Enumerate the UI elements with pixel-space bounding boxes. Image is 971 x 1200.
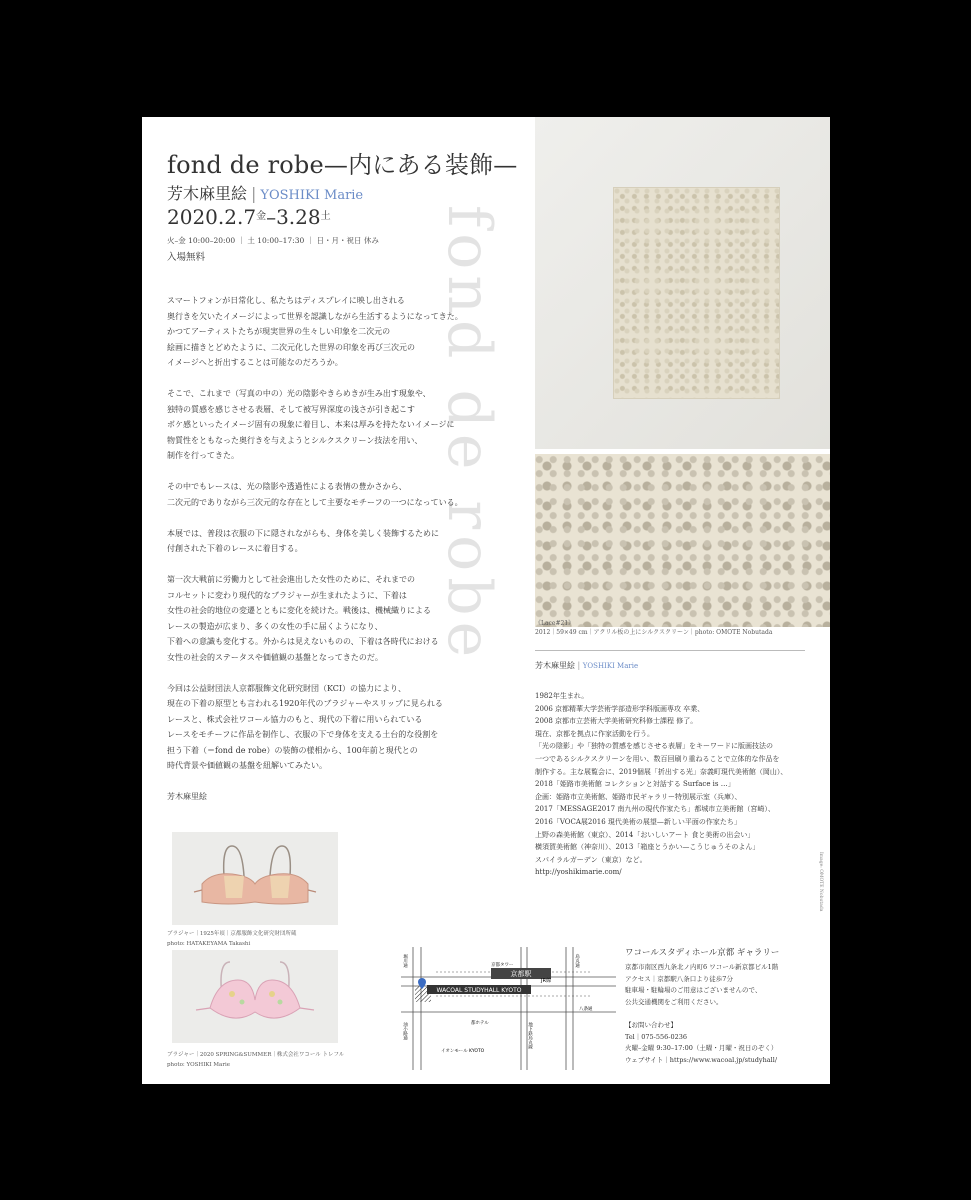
statement-paragraph: 第一次大戦前に労働力として社会進出した女性のために、それまでの コルセットに変わり現代的なブラジャーが生まれたように、下着は 女性の社会的地位の変遷とともに変化を続けた。戦後は、機械織りによる レースの製造が広まり、多くの女性の手に届くようになり、 下着への意識も変化する。外からは見えないものの、下着は各時代における 女性の社会的ステータスや価値観の基盤となってきたのだ。	[167, 575, 439, 662]
venue-parking-2: 公共交通機関をご利用ください。	[625, 997, 723, 1006]
bio-line: 横須賀美術館（神奈川）、2013「箱座とうかい—こうじゅうそのよん」	[535, 843, 760, 852]
bio-line: 2006 京都精華大学芸術学部造形学科版画専攻 卒業、	[535, 704, 705, 713]
bio-line: 制作する。主な展覧会に、2019個展「折出する光」奈義町現代美術館（岡山）、	[535, 767, 788, 776]
admission-free: 入場無料	[167, 252, 206, 263]
bio-line: 1982年生まれ。	[535, 692, 589, 700]
exhibition-title: fond de robe—内にある装飾—	[167, 151, 518, 179]
statement-paragraph: スマートフォンが日常化し、私たちはディスプレイに映し出される 奥行きを欠いたイメージによって世界を認識しながら生活するようになってきた。 かつてアーティストたちが現実世界の生々しい印象を二次元の 絵画に描きとどめたように、二次元化した世界の印象を再び三次元の イメージへと折出することは可能なのだろうか。	[167, 296, 463, 367]
contact-tel[interactable]: Tel｜075-556-0236	[625, 1032, 688, 1041]
opening-hours: 火–金 10:00–20:00 ｜ 土 10:00–17:30 ｜ 日・月・祝日 休み	[167, 236, 379, 245]
statement-paragraph: 本展では、普段は衣服の下に隠されながらも、身体を美しく装飾するために 付創された下着のレースに着目する。	[167, 528, 439, 553]
bra-photo-1925	[172, 832, 338, 925]
artist-separator: |	[251, 184, 257, 203]
artist-biography	[535, 690, 825, 879]
bio-line: 2016「VOCA展2016 現代美術の展望—新しい平面の作家たち」	[535, 817, 741, 826]
bio-line: 2017「MESSAGE2017 南九州の現代作家たち」都城市立美術館（宮崎）、	[535, 805, 775, 814]
divider	[535, 650, 805, 651]
bra-2020-caption-line: ブラジャー｜2020 SPRING&SUMMER｜株式会社ワコール トレフル	[167, 1052, 345, 1058]
bio-line: 2018「姫路市美術館 コレクションと対話する Surface is …」	[535, 780, 735, 789]
artwork-photo-detail	[535, 454, 830, 627]
map-horikawa-label: 堀川通	[402, 954, 408, 968]
bio-line: スパイラルガーデン（東京）など。	[535, 855, 647, 864]
venue-parking: 駐車場・駐輪場のご用意はございませんので、	[625, 986, 762, 994]
statement-paragraph: そこで、これまで（写真の中の）光の陰影やきらめきが生み出す現象や、 独特の質感を感じさせる表層、そして被写界深度の浅さが引き起こす ボケ感といったイメージ固有の現象に着目し、本来は厚みを持たないイメージに 物質性をともなった奥行きを与えようとシルクスクリーン技法を用い、 制作を行ってきた。	[167, 389, 455, 460]
map-venue-label: WACOAL STUDYHALL KYOTO	[436, 987, 522, 994]
bio-name-en: YOSHIKI Marie	[582, 662, 639, 670]
statement-paragraph: 今回は公益財団法人京都服飾文化研究財団（KCI）の協力により、 現在の下着の原型とも言われる1920年代のブラジャーやスリップに見られる レースと、株式会社ワコール協力のもと、現代の下着に用いられている レースをモチーフに作品を制作し、衣服の下で身体を支える土台的な役割を 担う下着（＝fond de robe）の装飾の様相から、100年前と現代との 時代背景や価値観の基盤を紐解いてみたい。	[167, 683, 443, 770]
statement-signature: 芳木麻里絵	[167, 792, 207, 801]
artwork-caption	[535, 619, 772, 637]
vertical-title: fond de robe	[434, 205, 504, 664]
bra-1925-illustration	[172, 832, 338, 925]
map-subway-label: 地下鉄烏丸線	[527, 1022, 533, 1049]
map-aburanokoji-label: 油小路通	[402, 1022, 408, 1040]
bio-line: 企画：姫路市立美術館、姫路市民ギャラリー特別展示室（兵庫）、	[535, 792, 742, 801]
artist-name-en: YOSHIKI Marie	[260, 188, 364, 203]
start-day: 金	[256, 211, 267, 222]
bra-photo-2020	[172, 950, 338, 1043]
map-aeon-label: イオンモール KYOTO	[441, 1049, 485, 1054]
bio-line: 現在、京都を拠点に作家活動を行う。	[535, 729, 654, 738]
artist-website-link[interactable]: http://yoshikimarie.com/	[535, 868, 622, 877]
venue-contact	[625, 1020, 777, 1066]
bra-2020-caption	[167, 1050, 344, 1070]
artwork-detail: 2012｜59×49 cm｜アクリル板の上にシルクスクリーン｜photo: OMOTE Nobutada	[535, 629, 773, 636]
bio-header	[535, 660, 638, 671]
exhibition-dates	[167, 205, 331, 229]
map-tower-label: 京都タワー	[491, 963, 514, 968]
bio-line: 一つであるシルクスクリーンを用い、数百回刷り重ねることで立体的な作品を	[535, 754, 780, 763]
bio-line: 上野の森美術館（東京）、2014「おいしいアート 食と美術の出会い」	[535, 830, 755, 839]
contact-hours: 火曜–金曜 9:30–17:00（土曜・月曜・祝日のぞく）	[625, 1044, 778, 1052]
bra-1925-caption	[167, 929, 296, 949]
lace-artwork	[613, 187, 780, 399]
venue-access: アクセス｜京都駅八条口より徒歩7分	[625, 974, 733, 983]
access-map	[391, 942, 621, 1072]
map-hotel-label: 都ホテル	[471, 1021, 489, 1026]
bio-separator: |	[577, 661, 581, 670]
map-karasuma-label: 烏丸通	[574, 954, 580, 968]
contact-label: 【お問い合わせ】	[625, 1021, 677, 1029]
date-dash: –	[266, 205, 277, 229]
artist-name	[167, 181, 363, 204]
bra-1925-photo-credit: photo: HATAKEYAMA Takashi	[167, 941, 251, 947]
flyer-page	[142, 117, 830, 1084]
statement-text	[167, 293, 477, 820]
bio-line: 2008 京都市立芸術大学美術研究科修士課程 修了。	[535, 717, 698, 726]
map-hachijo-label: 八条通	[579, 1007, 593, 1012]
venue-website-link[interactable]: ウェブサイト｜https://www.wacoal.jp/studyhall/	[625, 1055, 778, 1064]
bra-2020-illustration	[172, 950, 338, 1043]
photo-credit-vertical: Image: OMOTE Nobutada	[818, 852, 823, 912]
artwork-title: 《Lace#21》	[535, 620, 575, 627]
end-date: 3.28	[276, 205, 321, 229]
venue-name: ワコールスタディホール京都 ギャラリー	[625, 948, 780, 958]
bra-2020-photo-credit: photo: YOSHIKI Marie	[167, 1062, 230, 1068]
statement-paragraph: その中でもレースは、光の陰影や透過性による表情の豊かさから、 二次元的でありながら三次元的な存在として主要なモチーフの一つになっている。	[167, 482, 463, 507]
venue-info	[625, 962, 778, 1008]
start-date: 2020.2.7	[167, 205, 257, 229]
bio-line: 「光の陰影」や「独特の質感を感じさせる表層」をキーワードに版画技法の	[535, 742, 773, 751]
venue-address: 京都市南区西九条北ノ内町6 ワコール新京都ビル1階	[625, 963, 779, 971]
artwork-photo-full	[535, 117, 830, 449]
map-station-label: 京都駅	[510, 970, 532, 978]
bio-name-ja: 芳木麻里絵	[535, 661, 575, 670]
bra-1925-caption-line: ブラジャー｜1925年頃｜京都服飾文化研究財団所蔵	[167, 931, 297, 937]
end-day: 土	[320, 211, 331, 222]
map-jr-label: JR線	[541, 978, 551, 984]
artist-name-ja: 芳木麻里絵	[167, 184, 248, 203]
